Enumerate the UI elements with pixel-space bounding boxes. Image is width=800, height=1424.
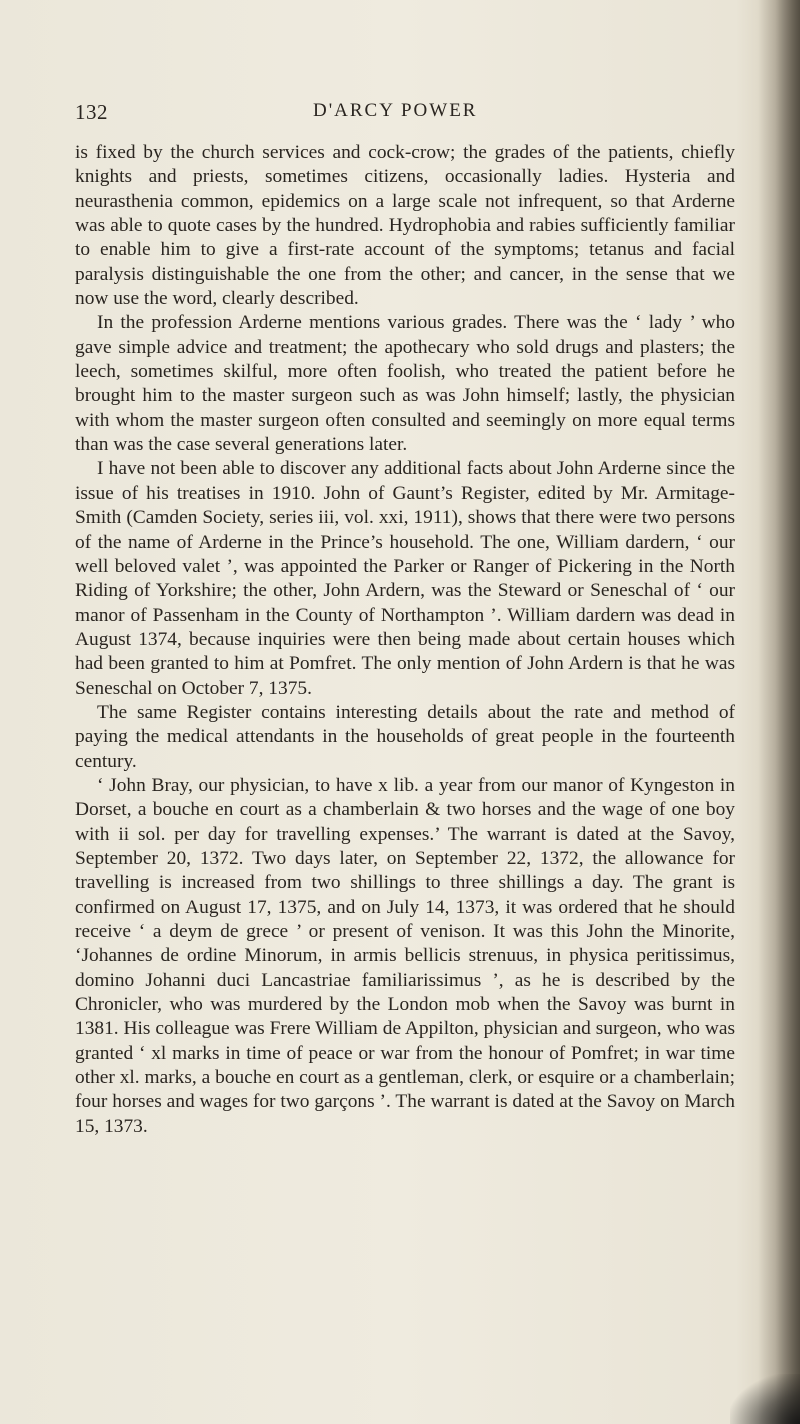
binding-shadow: [758, 0, 800, 1424]
paragraph-4: The same Register contains interesting details about the rate and method of paying the medical attendants in the households of great people in the fourteenth century.: [75, 701, 735, 772]
running-title: D'ARCY POWER: [313, 100, 478, 121]
paragraph-2: In the profession Arderne mentions various grades. There was the ‘ lady ’ who gave simple advice and treatment; the apothecary who sold drugs and plasters; the leech, sometimes skilful, more often foolish, who treated the patient before he brought him to the master surgeon such as was John himself; lastly, the physician with whom the master surgeon often consulted and seemingly on more equal terms than was the case several generations later.: [75, 312, 735, 456]
paragraph-3: I have not been able to discover any additional facts about John Arderne since the issue of his treatises in 1910. John of Gaunt’s Register, edited by Mr. Armitage-Smith (Camden Society, series iii, vol. xxi, 1911), shows that there were two persons of the name of Arderne in the Prince’s household. The one, William dardern, ‘ our well beloved valet ’, was appointed the Parker or Ranger of Pickering in the North Riding of Yorkshire; the other, John Ardern, was the Steward or Seneschal of ‘ our manor of Passenham in the County of Northampton ’. William dardern was dead in August 1374, because inquiries were then being made about certain houses which had been granted to him at Pomfret. The only mention of John Ardern is that he was Seneschal on October 7, 1375.: [75, 458, 735, 699]
paragraph-1: is fixed by the church services and cock-crow; the grades of the patients, chiefly knights and priests, sometimes citizens, occasionally ladies. Hysteria and neurasthenia common, epidemics on a large scale not infrequent, so that Arderne was able to quote cases by the hundred. Hydrophobia and rabies sufficiently familiar to enable him to give a first-rate account of the symptoms; tetanus and facial paralysis distinguishable the one from the other; and cancer, in the sense that we now use the word, clearly described.: [75, 142, 735, 310]
page-number: 132: [75, 100, 108, 124]
paragraph-5: ‘ John Bray, our physician, to have x lib. a year from our manor of Kyngeston in Dorset, a bouche en court as a chamberlain & two horses and the wage of one boy with ii sol. per day for travelling expenses.’ The warrant is dated at the Savoy, September 20, 1372. Two days later, on September 22, 1372, the allowance for travelling is increased from two shillings to three shillings a day. The grant is confirmed on August 17, 1375, and on July 14, 1373, it was ordered that he should receive ‘ a deym de grece ’ or present of venison. It was this John the Minorite, ‘Johannes de ordine Minorum, in armis bellicis strenuus, in physica peritissimus, domino Johanni duci Lancastriae familiarissimus ’, as he is described by the Chronicler, who was murdered by the London mob when the Savoy was burnt in 1381. His colleague was Frere William de Appilton, physician and surgeon, who was granted ‘ xl marks in time of peace or war from the honour of Pomfret; in war time other xl. marks, a bouche en court as a gentleman, clerk, or esquire or a chamberlain; four horses and wages for two garçons ’. The warrant is dated at the Savoy on March 15, 1373.: [75, 774, 735, 1137]
corner-shadow: [730, 1374, 800, 1424]
body-text: [75, 141, 735, 1139]
page-header: [75, 100, 735, 130]
